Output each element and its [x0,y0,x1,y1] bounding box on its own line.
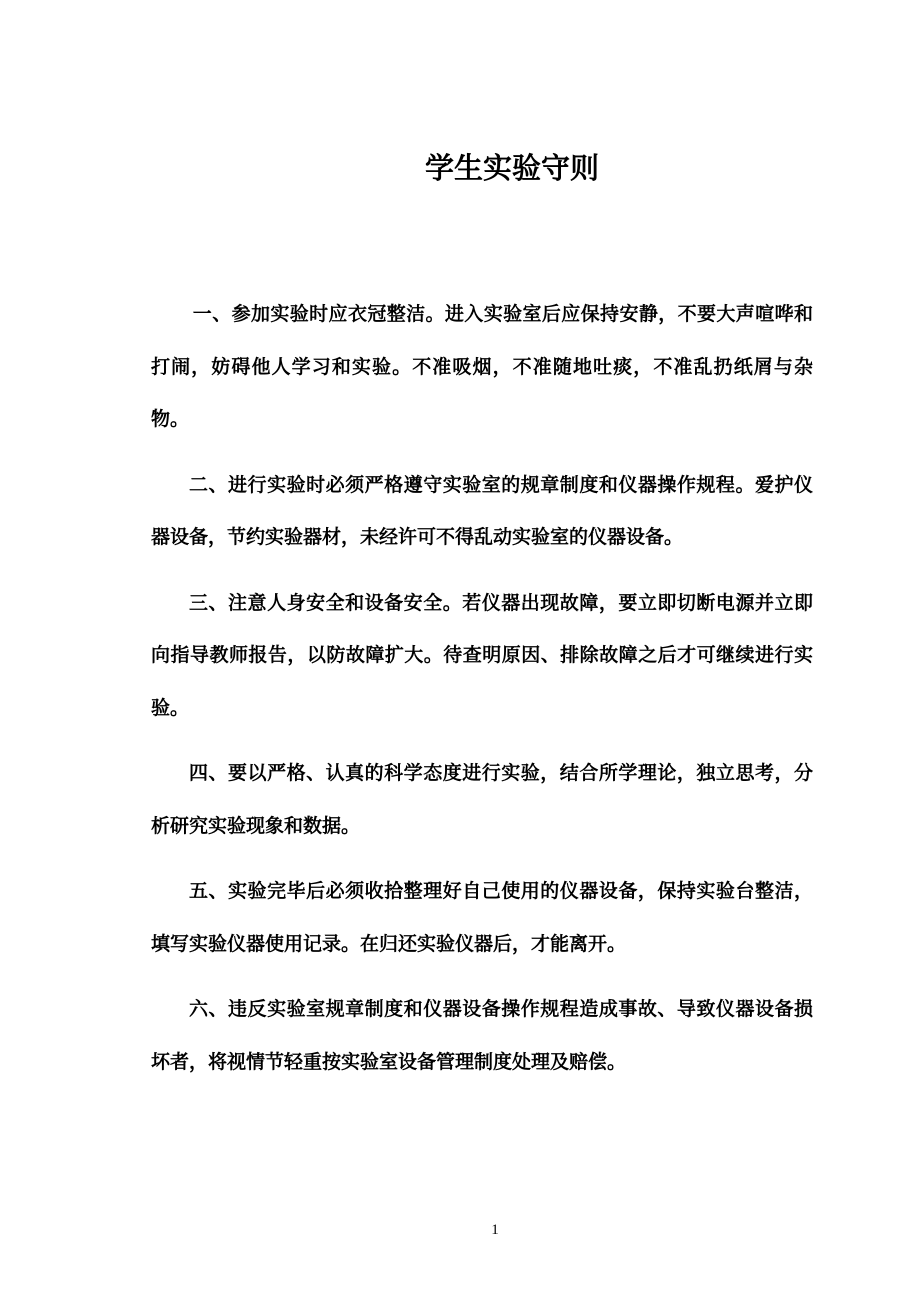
page-number: 1 [491,1222,499,1238]
rules-list [151,288,813,1088]
rule-2: 二、进行实验时必须严格遵守实验室的规章制度和仪器操作规程。爱护仪器设备，节约实验器材，未经许可不得乱动实验室的仪器设备。 [151,473,813,548]
rule-6: 六、违反实验室规章制度和仪器设备操作规程造成事故、导致仪器设备损坏者，将视情节轻重按实验室设备管理制度处理及赔偿。 [151,998,813,1073]
rule-3: 三、注意人身安全和设备安全。若仪器出现故障，要立即切断电源并立即向指导教师报告，以防故障扩大。待查明原因、排除故障之后才可继续进行实验。 [151,591,813,719]
rule-5: 五、实验完毕后必须收拾整理好自己使用的仪器设备，保持实验台整洁，填写实验仪器使用记录。在归还实验仪器后，才能离开。 [151,880,813,955]
rule-1: 一、参加实验时应衣冠整洁。进入实验室后应保持安静，不要大声喧哗和打闹，妨碍他人学习和实验。不准吸烟，不准随地吐痰，不准乱扔纸屑与杂物。 [151,303,813,430]
document-title: 学生实验守则 [424,151,599,185]
rule-4: 四、要以严格、认真的科学态度进行实验，结合所学理论，独立思考，分析研究实验现象和数据。 [151,762,813,837]
